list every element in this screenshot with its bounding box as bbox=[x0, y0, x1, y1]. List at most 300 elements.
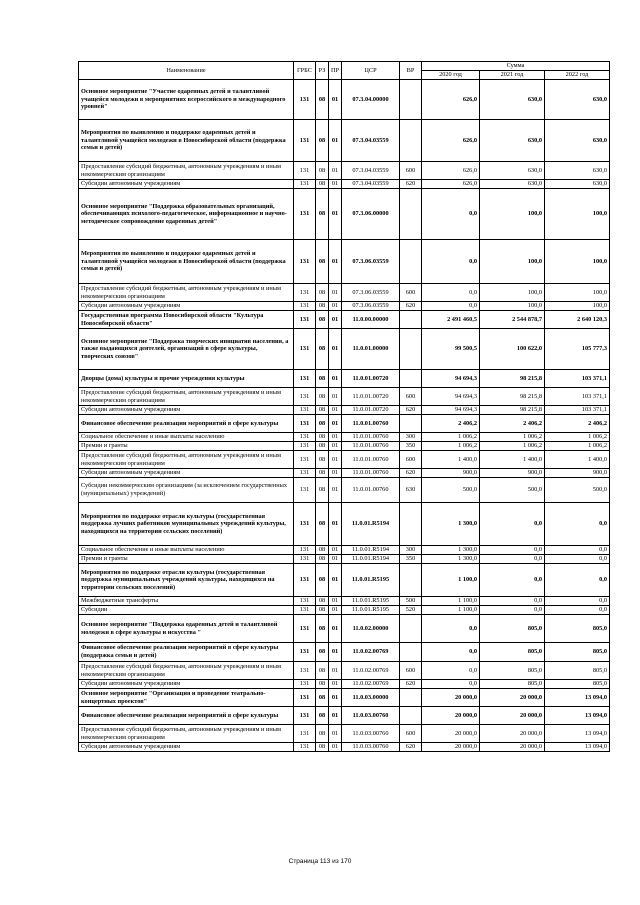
cell-pr: 01 bbox=[329, 478, 342, 503]
cell-pr: 01 bbox=[329, 555, 342, 564]
cell-name: Субсидии автономным учреждениям bbox=[79, 743, 294, 752]
cell-pr: 01 bbox=[329, 707, 342, 725]
cell-rz: 08 bbox=[316, 329, 329, 370]
table-row bbox=[79, 564, 610, 597]
cell-sum-2021: 630,0 bbox=[480, 162, 545, 180]
cell-sum-2021: 20 000,0 bbox=[480, 725, 545, 743]
cell-vr: 620 bbox=[400, 302, 422, 311]
cell-sum-2021: 0,0 bbox=[480, 564, 545, 597]
cell-csr: 11.0.01.R5194 bbox=[342, 555, 400, 564]
cell-pr: 01 bbox=[329, 240, 342, 284]
cell-vr: 600 bbox=[400, 662, 422, 680]
table-row bbox=[79, 707, 610, 725]
cell-rz: 08 bbox=[316, 555, 329, 564]
cell-pr: 01 bbox=[329, 743, 342, 752]
cell-sum-2021: 98 215,8 bbox=[480, 406, 545, 415]
cell-csr: 11.0.03.00000 bbox=[342, 689, 400, 707]
cell-sum-2021: 630,0 bbox=[480, 80, 545, 120]
cell-sum-2021: 2 544 878,7 bbox=[480, 311, 545, 329]
table-row bbox=[79, 311, 610, 329]
cell-vr bbox=[400, 564, 422, 597]
cell-sum-2021: 630,0 bbox=[480, 180, 545, 189]
cell-vr: 300 bbox=[400, 546, 422, 555]
cell-sum-2022: 100,0 bbox=[545, 284, 610, 302]
cell-vr bbox=[400, 503, 422, 546]
cell-csr: 11.0.03.00760 bbox=[342, 725, 400, 743]
cell-name: Субсидии bbox=[79, 606, 294, 615]
table-row bbox=[79, 469, 610, 478]
table-row bbox=[79, 643, 610, 662]
cell-sum-2022: 1 400,0 bbox=[545, 451, 610, 469]
cell-grbs: 131 bbox=[294, 689, 316, 707]
table-row bbox=[79, 680, 610, 689]
cell-sum-2022: 805,0 bbox=[545, 615, 610, 643]
cell-sum-2021: 805,0 bbox=[480, 680, 545, 689]
cell-csr: 11.0.01.00760 bbox=[342, 415, 400, 433]
cell-sum-2021: 805,0 bbox=[480, 662, 545, 680]
cell-pr: 01 bbox=[329, 564, 342, 597]
cell-sum-2020: 0,0 bbox=[422, 302, 480, 311]
table-row bbox=[79, 120, 610, 162]
cell-pr: 01 bbox=[329, 120, 342, 162]
cell-rz: 08 bbox=[316, 415, 329, 433]
cell-name: Социальное обеспечение и иные выплаты населению bbox=[79, 546, 294, 555]
cell-sum-2020: 1 300,0 bbox=[422, 546, 480, 555]
cell-sum-2020: 0,0 bbox=[422, 189, 480, 240]
cell-csr: 07.3.06.03559 bbox=[342, 240, 400, 284]
cell-rz: 08 bbox=[316, 311, 329, 329]
cell-grbs: 131 bbox=[294, 120, 316, 162]
cell-sum-2022: 630,0 bbox=[545, 180, 610, 189]
cell-name: Субсидии автономным учреждениям bbox=[79, 302, 294, 311]
cell-csr: 07.3.06.03559 bbox=[342, 284, 400, 302]
table-row bbox=[79, 662, 610, 680]
cell-rz: 08 bbox=[316, 162, 329, 180]
table-row bbox=[79, 415, 610, 433]
cell-vr bbox=[400, 120, 422, 162]
table-row bbox=[79, 433, 610, 442]
cell-pr: 01 bbox=[329, 469, 342, 478]
cell-name: Межбюджетные трансферты bbox=[79, 597, 294, 606]
cell-grbs: 131 bbox=[294, 662, 316, 680]
cell-sum-2020: 1 006,2 bbox=[422, 433, 480, 442]
cell-grbs: 131 bbox=[294, 415, 316, 433]
cell-grbs: 131 bbox=[294, 302, 316, 311]
cell-vr bbox=[400, 615, 422, 643]
cell-vr bbox=[400, 240, 422, 284]
cell-sum-2022: 13 094,0 bbox=[545, 725, 610, 743]
cell-csr: 11.0.01.R5194 bbox=[342, 503, 400, 546]
cell-grbs: 131 bbox=[294, 284, 316, 302]
cell-rz: 08 bbox=[316, 120, 329, 162]
cell-sum-2021: 98 215,8 bbox=[480, 388, 545, 406]
cell-sum-2021: 0,0 bbox=[480, 597, 545, 606]
cell-grbs: 131 bbox=[294, 555, 316, 564]
cell-sum-2020: 626,0 bbox=[422, 80, 480, 120]
cell-sum-2021: 20 000,0 bbox=[480, 689, 545, 707]
cell-pr: 01 bbox=[329, 162, 342, 180]
header-vr: ВР bbox=[400, 62, 422, 80]
page-number: Страница 113 из 170 bbox=[288, 858, 352, 865]
cell-vr bbox=[400, 643, 422, 662]
cell-sum-2021: 1 400,0 bbox=[480, 451, 545, 469]
cell-name: Мероприятия по поддержке отрасли культуры (государственная поддержка муниципальных учреждений культуры, находящихся на территории сельских поселений) bbox=[79, 564, 294, 597]
cell-pr: 01 bbox=[329, 689, 342, 707]
cell-vr: 300 bbox=[400, 433, 422, 442]
cell-rz: 08 bbox=[316, 546, 329, 555]
cell-sum-2020: 0,0 bbox=[422, 284, 480, 302]
cell-grbs: 131 bbox=[294, 80, 316, 120]
cell-sum-2020: 500,0 bbox=[422, 478, 480, 503]
cell-sum-2022: 0,0 bbox=[545, 503, 610, 546]
cell-grbs: 131 bbox=[294, 442, 316, 451]
cell-sum-2020: 0,0 bbox=[422, 643, 480, 662]
cell-vr: 620 bbox=[400, 406, 422, 415]
cell-sum-2021: 100,0 bbox=[480, 189, 545, 240]
cell-rz: 08 bbox=[316, 189, 329, 240]
cell-sum-2022: 1 006,2 bbox=[545, 433, 610, 442]
cell-pr: 01 bbox=[329, 442, 342, 451]
table-row bbox=[79, 689, 610, 707]
cell-sum-2022: 805,0 bbox=[545, 680, 610, 689]
table-row bbox=[79, 162, 610, 180]
cell-sum-2020: 1 100,0 bbox=[422, 564, 480, 597]
table-row bbox=[79, 555, 610, 564]
cell-name: Социальное обеспечение и иные выплаты населению bbox=[79, 433, 294, 442]
table-row bbox=[79, 302, 610, 311]
cell-name: Субсидии автономным учреждениям bbox=[79, 406, 294, 415]
cell-csr: 11.0.02.00769 bbox=[342, 680, 400, 689]
cell-pr: 01 bbox=[329, 680, 342, 689]
cell-pr: 01 bbox=[329, 433, 342, 442]
cell-sum-2021: 0,0 bbox=[480, 503, 545, 546]
cell-sum-2022: 630,0 bbox=[545, 80, 610, 120]
cell-sum-2021: 98 215,8 bbox=[480, 370, 545, 388]
cell-csr: 11.0.01.00760 bbox=[342, 442, 400, 451]
cell-name: Основное мероприятие "Участие одаренных детей и талантливой учащейся молодежи в мероприятиях всероссийского и международного уровней" bbox=[79, 80, 294, 120]
cell-grbs: 131 bbox=[294, 329, 316, 370]
cell-pr: 01 bbox=[329, 451, 342, 469]
cell-csr: 11.0.02.00769 bbox=[342, 643, 400, 662]
cell-grbs: 131 bbox=[294, 606, 316, 615]
cell-sum-2021: 900,0 bbox=[480, 469, 545, 478]
cell-sum-2022: 2 406,2 bbox=[545, 415, 610, 433]
cell-grbs: 131 bbox=[294, 311, 316, 329]
cell-rz: 08 bbox=[316, 564, 329, 597]
cell-grbs: 131 bbox=[294, 240, 316, 284]
cell-name: Государственная программа Новосибирской области "Культура Новосибирской области" bbox=[79, 311, 294, 329]
cell-grbs: 131 bbox=[294, 503, 316, 546]
cell-name: Мероприятия по выявлению и поддержке одаренных детей и талантливой учащейся молодежи в Новосибирской области (поддержка семьи и детей) bbox=[79, 120, 294, 162]
cell-name: Основное мероприятие "Поддержка образовательных организаций, обеспечивающих психолого-педагогическое, информационное и научно-методическое сопровождение одаренных детей" bbox=[79, 189, 294, 240]
cell-rz: 08 bbox=[316, 615, 329, 643]
cell-rz: 08 bbox=[316, 680, 329, 689]
cell-vr: 620 bbox=[400, 680, 422, 689]
cell-sum-2020: 0,0 bbox=[422, 680, 480, 689]
cell-csr: 11.0.01.00720 bbox=[342, 406, 400, 415]
cell-rz: 08 bbox=[316, 478, 329, 503]
cell-csr: 11.0.01.R5195 bbox=[342, 597, 400, 606]
cell-pr: 01 bbox=[329, 615, 342, 643]
cell-sum-2022: 900,0 bbox=[545, 469, 610, 478]
cell-sum-2021: 20 000,0 bbox=[480, 743, 545, 752]
cell-vr: 350 bbox=[400, 555, 422, 564]
cell-sum-2021: 630,0 bbox=[480, 120, 545, 162]
cell-csr: 07.3.06.03559 bbox=[342, 302, 400, 311]
cell-sum-2022: 100,0 bbox=[545, 240, 610, 284]
cell-sum-2022: 0,0 bbox=[545, 564, 610, 597]
cell-sum-2020: 20 000,0 bbox=[422, 707, 480, 725]
cell-sum-2021: 100,0 bbox=[480, 284, 545, 302]
cell-grbs: 131 bbox=[294, 597, 316, 606]
table-row bbox=[79, 503, 610, 546]
cell-sum-2020: 1 300,0 bbox=[422, 503, 480, 546]
cell-name: Субсидии автономным учреждениям bbox=[79, 180, 294, 189]
cell-pr: 01 bbox=[329, 662, 342, 680]
cell-rz: 08 bbox=[316, 406, 329, 415]
cell-rz: 08 bbox=[316, 240, 329, 284]
cell-sum-2020: 1 100,0 bbox=[422, 597, 480, 606]
cell-rz: 08 bbox=[316, 180, 329, 189]
cell-name: Дворцы (дома) культуры и прочие учреждения культуры bbox=[79, 370, 294, 388]
cell-grbs: 131 bbox=[294, 469, 316, 478]
cell-csr: 11.0.03.00760 bbox=[342, 707, 400, 725]
cell-sum-2020: 2 491 460,5 bbox=[422, 311, 480, 329]
cell-vr: 600 bbox=[400, 388, 422, 406]
cell-sum-2022: 0,0 bbox=[545, 555, 610, 564]
cell-sum-2022: 630,0 bbox=[545, 120, 610, 162]
cell-csr: 11.0.01.00720 bbox=[342, 388, 400, 406]
cell-name: Мероприятия по выявлению и поддержке одаренных детей и талантливой учащейся молодежи в Новосибирской области (поддержка семьи и детей) bbox=[79, 240, 294, 284]
cell-vr: 600 bbox=[400, 725, 422, 743]
cell-name: Основное мероприятие "Поддержка одаренных детей и талантливой молодежи в сфере культуры и искусства " bbox=[79, 615, 294, 643]
cell-sum-2022: 805,0 bbox=[545, 643, 610, 662]
cell-rz: 08 bbox=[316, 689, 329, 707]
cell-grbs: 131 bbox=[294, 180, 316, 189]
table-row bbox=[79, 546, 610, 555]
cell-rz: 08 bbox=[316, 442, 329, 451]
cell-csr: 11.0.01.R5195 bbox=[342, 606, 400, 615]
header-sum: Сумма bbox=[422, 62, 610, 71]
cell-vr bbox=[400, 707, 422, 725]
cell-sum-2020: 1 300,0 bbox=[422, 555, 480, 564]
cell-sum-2021: 805,0 bbox=[480, 643, 545, 662]
cell-grbs: 131 bbox=[294, 406, 316, 415]
cell-vr: 520 bbox=[400, 606, 422, 615]
table-row bbox=[79, 329, 610, 370]
table-row bbox=[79, 284, 610, 302]
cell-sum-2022: 0,0 bbox=[545, 546, 610, 555]
cell-rz: 08 bbox=[316, 503, 329, 546]
table-row bbox=[79, 240, 610, 284]
cell-pr: 01 bbox=[329, 725, 342, 743]
header-year-2022: 2022 год bbox=[545, 71, 610, 80]
cell-name: Финансовое обеспечение реализации мероприятий в сфере культуры bbox=[79, 415, 294, 433]
cell-sum-2021: 0,0 bbox=[480, 546, 545, 555]
cell-sum-2020: 20 000,0 bbox=[422, 743, 480, 752]
cell-rz: 08 bbox=[316, 707, 329, 725]
table-row bbox=[79, 189, 610, 240]
cell-sum-2022: 500,0 bbox=[545, 478, 610, 503]
cell-sum-2022: 0,0 bbox=[545, 606, 610, 615]
cell-name: Финансовое обеспечение реализации мероприятий в сфере культуры bbox=[79, 707, 294, 725]
cell-vr bbox=[400, 329, 422, 370]
cell-csr: 11.0.01.00760 bbox=[342, 478, 400, 503]
cell-pr: 01 bbox=[329, 597, 342, 606]
cell-grbs: 131 bbox=[294, 707, 316, 725]
cell-csr: 11.0.01.00760 bbox=[342, 469, 400, 478]
cell-grbs: 131 bbox=[294, 388, 316, 406]
cell-grbs: 131 bbox=[294, 725, 316, 743]
cell-name: Премии и гранты bbox=[79, 442, 294, 451]
table-row bbox=[79, 615, 610, 643]
cell-sum-2021: 0,0 bbox=[480, 606, 545, 615]
cell-vr: 600 bbox=[400, 162, 422, 180]
cell-vr bbox=[400, 370, 422, 388]
cell-sum-2021: 1 006,2 bbox=[480, 442, 545, 451]
cell-pr: 01 bbox=[329, 415, 342, 433]
cell-sum-2022: 805,0 bbox=[545, 662, 610, 680]
cell-grbs: 131 bbox=[294, 433, 316, 442]
cell-csr: 11.0.01.00000 bbox=[342, 329, 400, 370]
cell-sum-2020: 94 694,3 bbox=[422, 370, 480, 388]
cell-pr: 01 bbox=[329, 311, 342, 329]
table-row bbox=[79, 478, 610, 503]
cell-sum-2020: 1 100,0 bbox=[422, 606, 480, 615]
cell-name: Предоставление субсидий бюджетным, автономным учреждениям и иным некоммерческим организациям bbox=[79, 162, 294, 180]
table-row bbox=[79, 451, 610, 469]
cell-name: Финансовое обеспечение реализации мероприятий в сфере культуры (поддержка семьи и детей) bbox=[79, 643, 294, 662]
cell-sum-2020: 626,0 bbox=[422, 180, 480, 189]
header-name: Наименование bbox=[79, 62, 294, 80]
cell-vr bbox=[400, 689, 422, 707]
cell-pr: 01 bbox=[329, 606, 342, 615]
cell-vr: 620 bbox=[400, 180, 422, 189]
cell-rz: 08 bbox=[316, 302, 329, 311]
cell-sum-2022: 100,0 bbox=[545, 302, 610, 311]
cell-csr: 11.0.02.00000 bbox=[342, 615, 400, 643]
table-row bbox=[79, 406, 610, 415]
cell-sum-2020: 2 406,2 bbox=[422, 415, 480, 433]
cell-sum-2020: 626,0 bbox=[422, 162, 480, 180]
cell-sum-2020: 900,0 bbox=[422, 469, 480, 478]
cell-sum-2022: 13 094,0 bbox=[545, 707, 610, 725]
cell-name: Предоставление субсидий бюджетным, автономным учреждениям и иным некоммерческим организациям bbox=[79, 662, 294, 680]
cell-sum-2022: 13 094,0 bbox=[545, 689, 610, 707]
cell-grbs: 131 bbox=[294, 546, 316, 555]
cell-vr bbox=[400, 311, 422, 329]
cell-sum-2022: 630,0 bbox=[545, 162, 610, 180]
cell-name: Субсидии некоммерческим организациям (за исключением государственных (муниципальных) учреждений) bbox=[79, 478, 294, 503]
cell-rz: 08 bbox=[316, 451, 329, 469]
cell-vr: 630 bbox=[400, 478, 422, 503]
header-year-2020: 2020 год bbox=[422, 71, 480, 80]
cell-pr: 01 bbox=[329, 302, 342, 311]
cell-pr: 01 bbox=[329, 503, 342, 546]
cell-name: Предоставление субсидий бюджетным, автономным учреждениям и иным некоммерческим организациям bbox=[79, 284, 294, 302]
cell-grbs: 131 bbox=[294, 680, 316, 689]
cell-grbs: 131 bbox=[294, 189, 316, 240]
cell-sum-2020: 94 694,3 bbox=[422, 406, 480, 415]
cell-sum-2020: 20 000,0 bbox=[422, 689, 480, 707]
cell-name: Предоставление субсидий бюджетным, автономным учреждениям и иным некоммерческим организациям bbox=[79, 388, 294, 406]
cell-sum-2020: 0,0 bbox=[422, 662, 480, 680]
cell-name: Субсидии автономным учреждениям bbox=[79, 680, 294, 689]
cell-sum-2021: 805,0 bbox=[480, 615, 545, 643]
cell-pr: 01 bbox=[329, 388, 342, 406]
table-row bbox=[79, 370, 610, 388]
cell-sum-2020: 626,0 bbox=[422, 120, 480, 162]
cell-vr bbox=[400, 415, 422, 433]
cell-vr: 500 bbox=[400, 597, 422, 606]
cell-name: Предоставление субсидий бюджетным, автономным учреждениям и иным некоммерческим организациям bbox=[79, 451, 294, 469]
cell-rz: 08 bbox=[316, 662, 329, 680]
cell-sum-2020: 0,0 bbox=[422, 240, 480, 284]
cell-sum-2021: 2 406,2 bbox=[480, 415, 545, 433]
table-body bbox=[79, 80, 610, 752]
cell-sum-2020: 94 694,3 bbox=[422, 388, 480, 406]
cell-pr: 01 bbox=[329, 329, 342, 370]
cell-csr: 07.3.04.03559 bbox=[342, 120, 400, 162]
cell-sum-2022: 2 640 120,3 bbox=[545, 311, 610, 329]
header-grbs: ГРБС bbox=[294, 62, 316, 80]
cell-sum-2021: 100,0 bbox=[480, 302, 545, 311]
cell-sum-2022: 103 371,1 bbox=[545, 388, 610, 406]
cell-rz: 08 bbox=[316, 370, 329, 388]
header-year-2021: 2021 год bbox=[480, 71, 545, 80]
cell-sum-2022: 103 371,1 bbox=[545, 406, 610, 415]
cell-name: Основное мероприятие "Поддержка творческих инициатив населения, а также выдающихся деятелей, организаций в сфере культуры, творческих союзов" bbox=[79, 329, 294, 370]
cell-vr: 620 bbox=[400, 469, 422, 478]
cell-csr: 11.0.01.00760 bbox=[342, 451, 400, 469]
cell-vr: 620 bbox=[400, 743, 422, 752]
cell-rz: 08 bbox=[316, 743, 329, 752]
cell-sum-2022: 103 371,1 bbox=[545, 370, 610, 388]
cell-sum-2020: 1 006,2 bbox=[422, 442, 480, 451]
cell-sum-2021: 100 622,0 bbox=[480, 329, 545, 370]
cell-rz: 08 bbox=[316, 284, 329, 302]
cell-pr: 01 bbox=[329, 370, 342, 388]
cell-pr: 01 bbox=[329, 546, 342, 555]
cell-csr: 11.0.00.00000 bbox=[342, 311, 400, 329]
cell-rz: 08 bbox=[316, 80, 329, 120]
cell-csr: 11.0.01.00760 bbox=[342, 433, 400, 442]
cell-rz: 08 bbox=[316, 606, 329, 615]
cell-grbs: 131 bbox=[294, 370, 316, 388]
cell-name: Премии и гранты bbox=[79, 555, 294, 564]
cell-sum-2022: 105 777,3 bbox=[545, 329, 610, 370]
cell-vr bbox=[400, 80, 422, 120]
cell-rz: 08 bbox=[316, 725, 329, 743]
cell-sum-2022: 1 006,2 bbox=[545, 442, 610, 451]
cell-pr: 01 bbox=[329, 180, 342, 189]
cell-sum-2022: 0,0 bbox=[545, 597, 610, 606]
cell-pr: 01 bbox=[329, 284, 342, 302]
table-row bbox=[79, 80, 610, 120]
cell-rz: 08 bbox=[316, 469, 329, 478]
table-row bbox=[79, 606, 610, 615]
cell-pr: 01 bbox=[329, 80, 342, 120]
header-rz: РЗ bbox=[316, 62, 329, 80]
cell-grbs: 131 bbox=[294, 743, 316, 752]
cell-vr: 600 bbox=[400, 284, 422, 302]
cell-grbs: 131 bbox=[294, 451, 316, 469]
cell-sum-2021: 0,0 bbox=[480, 555, 545, 564]
table-row bbox=[79, 180, 610, 189]
cell-csr: 11.0.01.R5195 bbox=[342, 564, 400, 597]
cell-name: Субсидии автономным учреждениям bbox=[79, 469, 294, 478]
budget-table bbox=[78, 61, 610, 752]
